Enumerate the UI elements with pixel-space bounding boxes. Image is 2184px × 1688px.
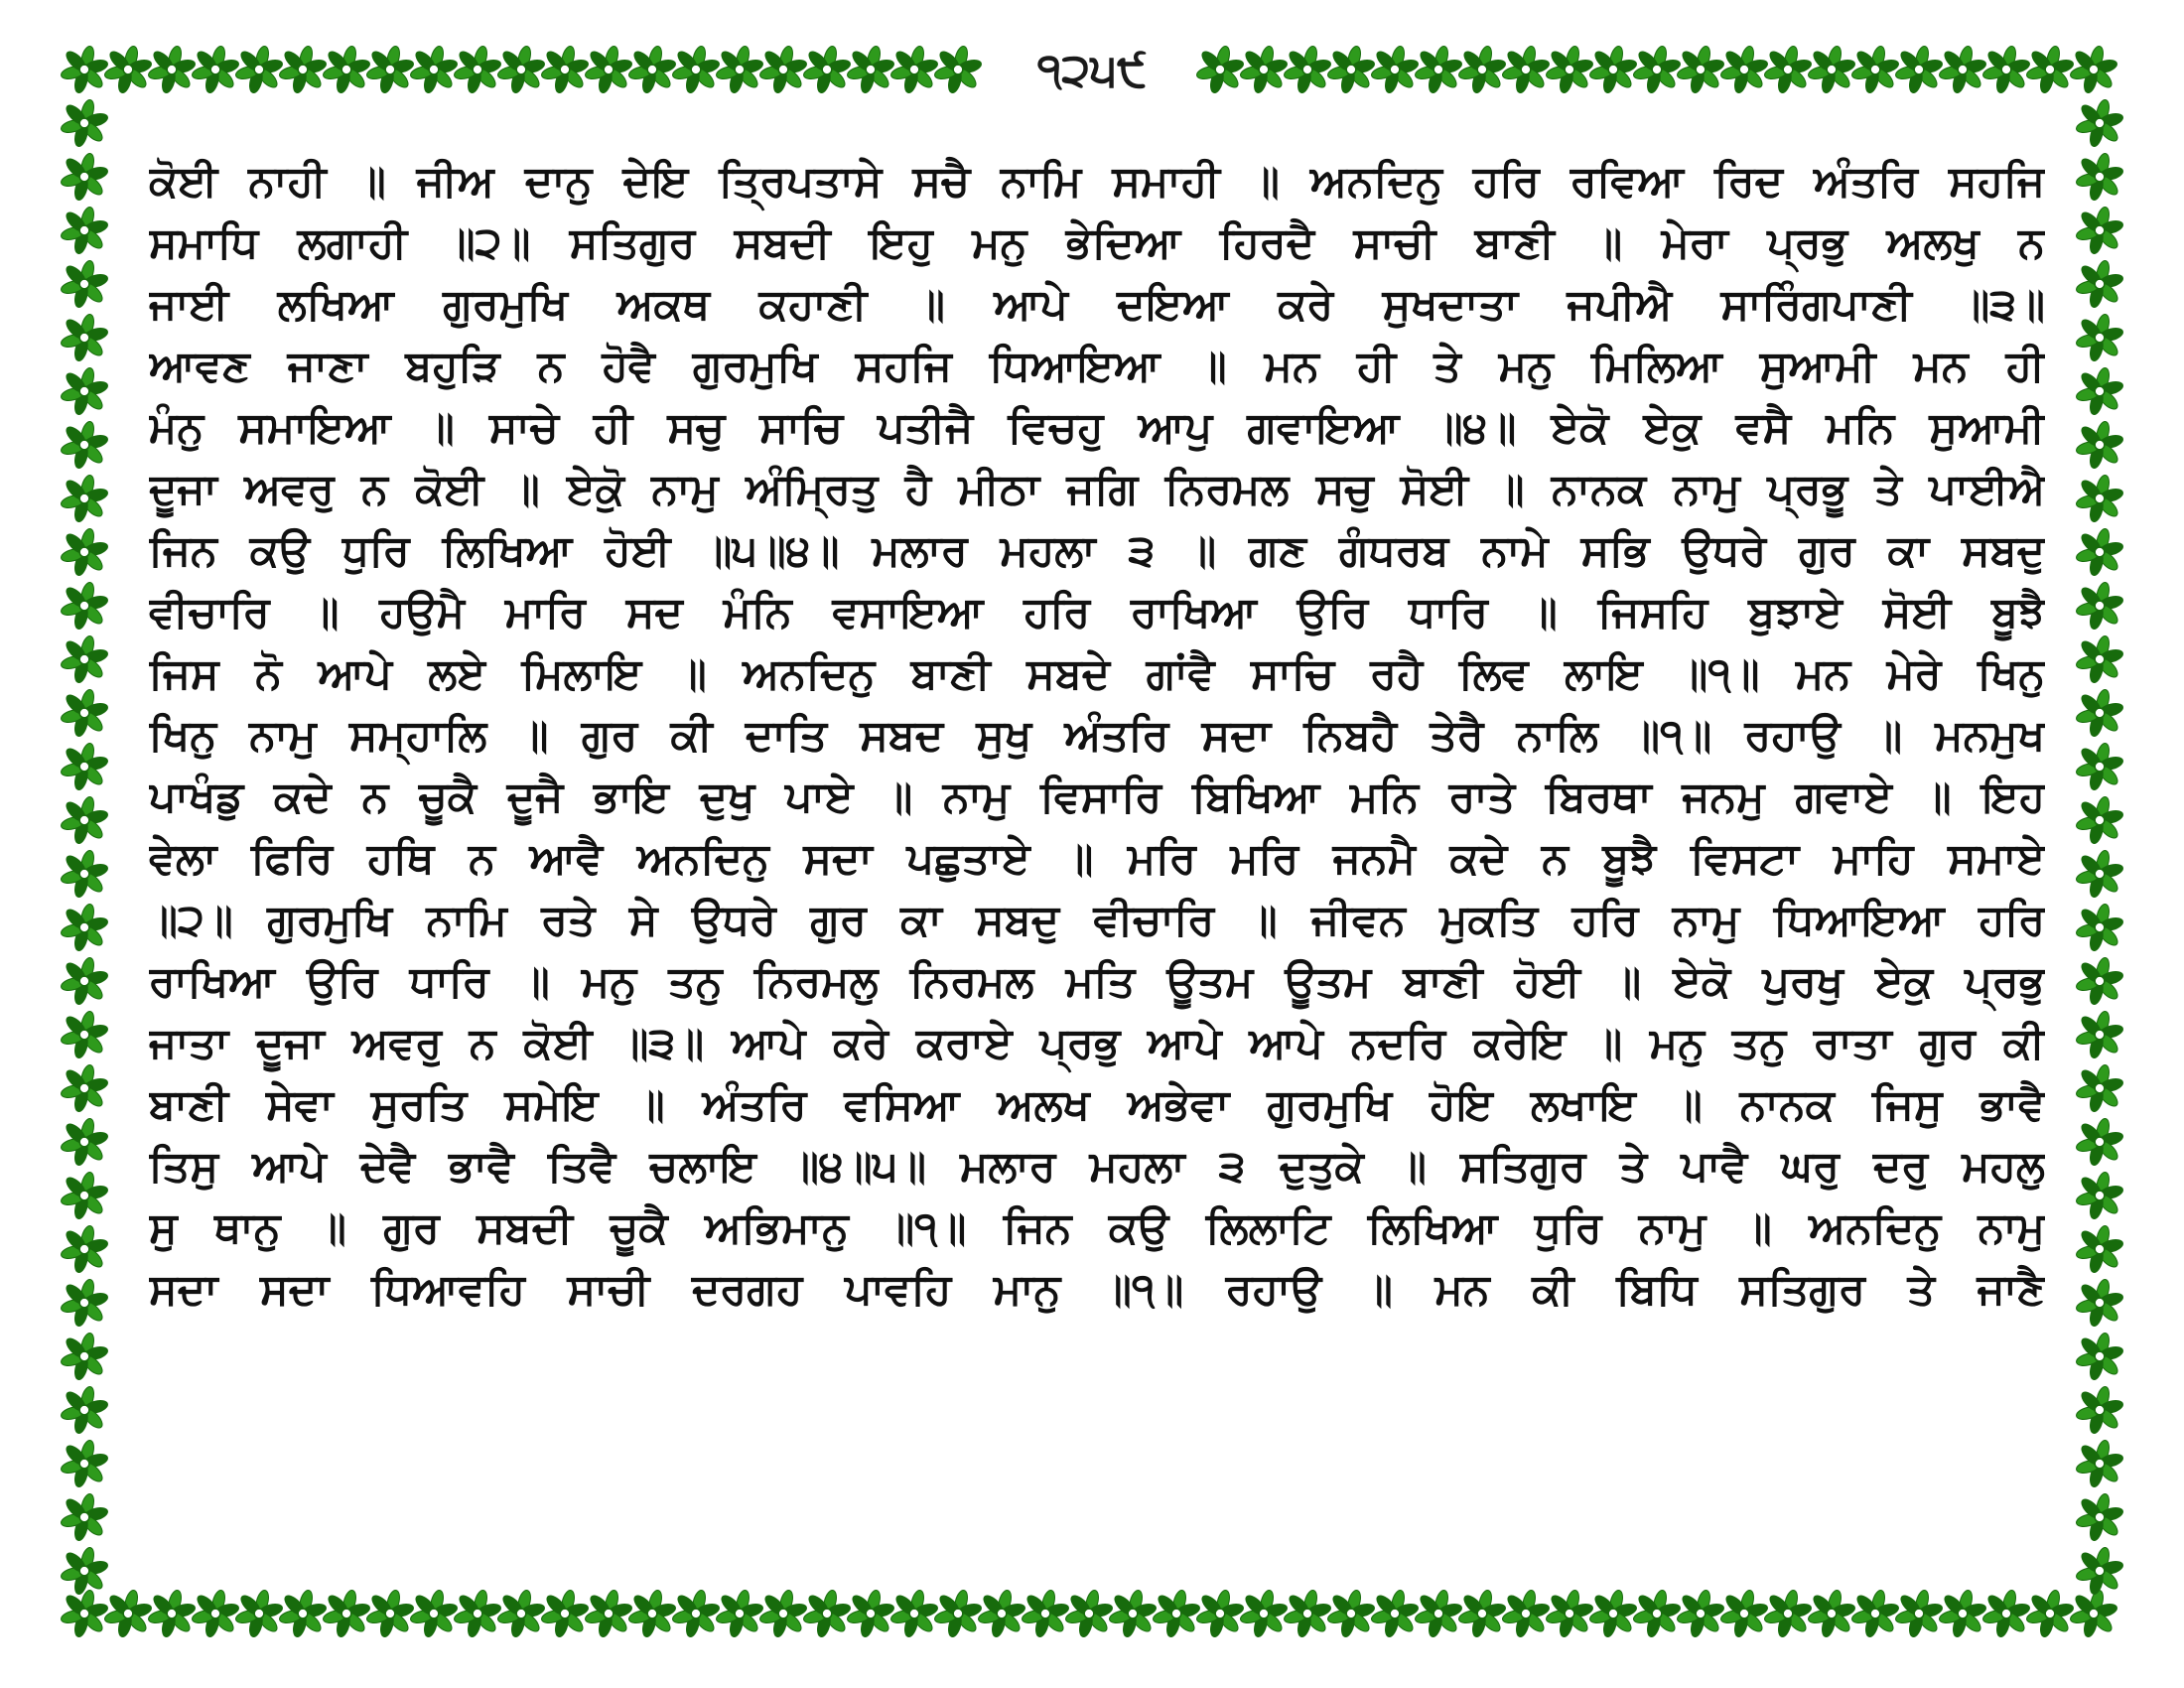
flower-icon [715,1589,764,1638]
flower-icon [453,45,502,94]
flower-icon [278,1589,328,1638]
flower-icon [2075,1546,2124,1596]
flower-icon [60,956,109,1006]
flower-icon [234,45,284,94]
flower-icon [2075,903,2124,952]
flower-icon [2075,259,2124,309]
flower-icon [60,1224,109,1274]
flower-icon [1850,1589,1900,1638]
flower-icon [1676,45,1725,94]
flower-icon [60,1010,109,1059]
flower-icon [758,1589,808,1638]
flower-icon [2069,1589,2118,1638]
flower-icon [2075,849,2124,899]
flower-icon [278,45,328,94]
flower-icon [234,1589,284,1638]
flower-icon [1501,1589,1551,1638]
flower-icon [1152,1589,1201,1638]
flower-icon [60,152,109,202]
flower-icon [60,742,109,791]
flower-icon [802,1589,852,1638]
flower-icon [2075,313,2124,362]
flower-icon [1414,1589,1463,1638]
text-line: ਵੀਚਾਰਿ ॥ ਹਉਮੈ ਮਾਰਿ ਸਦ ਮੰਨਿ ਵਸਾਇਆ ਹਰਿ ਰਾਖਿਆ ਉਰਿ ਧਾਰਿ ॥ ਜਿਸਹਿ ਬੁਝਾਏ ਸੋਈ ਬੂਝੈ [149,588,2045,637]
flower-icon [2025,1589,2075,1638]
flower-icon [1195,45,1245,94]
flower-icon [2069,45,2118,94]
flower-icon [60,527,109,577]
flower-icon [60,1278,109,1328]
flower-icon [60,1492,109,1542]
flower-icon [584,45,633,94]
flower-icon [1064,1589,1114,1638]
text-line: ਆਵਣ ਜਾਣਾ ਬਹੁੜਿ ਨ ਹੋਵੈ ਗੁਰਮੁਖਿ ਸਹਜਿ ਧਿਆਇਆ ॥ ਮਨ ਹੀ ਤੇ ਮਨੁ ਮਿਲਿਆ ਸੁਆਮੀ ਮਨ ਹੀ [149,342,2045,391]
text-line: ਕੋਈ ਨਾਹੀ ॥ ਜੀਅ ਦਾਨੁ ਦੇਇ ਤ੍ਰਿਪਤਾਸੇ ਸਚੈ ਨਾਮਿ ਸਮਾਹੀ ॥ ਅਨਦਿਨੁ ਹਰਿ ਰਵਿਆ ਰਿਦ ਅੰਤਰਿ ਸਹਜਿ [149,157,2045,207]
flower-icon [1850,45,1900,94]
text-line: ਮੰਨੁ ਸਮਾਇਆ ॥ ਸਾਚੇ ਹੀ ਸਚੁ ਸਾਚਿ ਪਤੀਜੈ ਵਿਚਹੁ ਆਪੁ ਗਵਾਇਆ ॥੪॥ ਏਕੋ ਏਕੁ ਵਸੈ ਮਨਿ ਸੁਆਮੀ [149,403,2045,453]
flower-icon [1414,45,1463,94]
flower-icon [1632,45,1682,94]
flower-icon [1938,45,1987,94]
flower-icon [60,795,109,845]
flower-icon [2075,1063,2124,1113]
flower-icon [1326,1589,1376,1638]
flower-icon [1719,45,1769,94]
flower-icon [1370,1589,1420,1638]
flower-icon [2075,474,2124,523]
flower-icon [627,1589,677,1638]
flower-icon [889,1589,939,1638]
text-line: ਜਿਸ ਨੋ ਆਪੇ ਲਏ ਮਿਲਾਇ ॥ ਅਨਦਿਨੁ ਬਾਣੀ ਸਬਦੇ ਗਾਂਵੈ ਸਾਚਿ ਰਹੈ ਲਿਵ ਲਾਇ ॥੧॥ ਮਨ ਮੇਰੇ ਖਿਨੁ [149,649,2045,699]
flower-icon [1763,1589,1813,1638]
flower-icon [60,366,109,416]
flower-icon [365,45,415,94]
flower-icon [1894,45,1944,94]
text-line: ਸੁ ਥਾਨੁ ॥ ਗੁਰ ਸਬਦੀ ਚੂਕੈ ਅਭਿਮਾਨੁ ॥੧॥ ਜਿਨ ਕਉ ਲਿਲਾਟਿ ਲਿਖਿਆ ਧੁਰਿ ਨਾਮੁ ॥ ਅਨਦਿਨੁ ਨਾਮੁ [149,1203,2045,1253]
text-line: ਸਦਾ ਸਦਾ ਧਿਆਵਹਿ ਸਾਚੀ ਦਰਗਹ ਪਾਵਹਿ ਮਾਨੁ ॥੧॥ ਰਹਾਉ ॥ ਮਨ ਕੀ ਬਿਧਿ ਸਤਿਗੁਰ ਤੇ ਜਾਣੈ [149,1265,2045,1315]
flower-icon [2075,366,2124,416]
flower-icon [60,206,109,255]
flower-icon [365,1589,415,1638]
flower-icon [2075,206,2124,255]
flower-icon [60,688,109,738]
text-line: ਪਾਖੰਡੁ ਕਦੇ ਨ ਚੂਕੈ ਦੂਜੈ ਭਾਇ ਦੁਖੁ ਪਾਏ ॥ ਨਾਮੁ ਵਿਸਾਰਿ ਬਿਖਿਆ ਮਨਿ ਰਾਤੇ ਬਿਰਥਾ ਜਨਮੁ ਗਵਾਏ ॥ ਇਹ [149,773,2045,822]
flower-icon [1981,45,2031,94]
flower-icon [1239,45,1289,94]
flower-icon [1195,1589,1245,1638]
flower-icon [1501,45,1551,94]
flower-icon [1283,1589,1332,1638]
flower-icon [191,1589,240,1638]
flower-icon [1763,45,1813,94]
flower-icon [60,1385,109,1435]
page-number: ੧੨੫੯ [993,40,1191,99]
flower-icon [2075,795,2124,845]
text-line: ਬਾਣੀ ਸੇਵਾ ਸੁਰਤਿ ਸਮੇਇ ॥ ਅੰਤਰਿ ਵਸਿਆ ਅਲਖ ਅਭੇਵਾ ਗੁਰਮੁਖਿ ਹੋਇ ਲਖਾਇ ॥ ਨਾਨਕ ਜਿਸੁ ਭਾਵੈ [149,1080,2045,1130]
flower-icon [1108,1589,1158,1638]
text-line: ਜਾਤਾ ਦੂਜਾ ਅਵਰੁ ਨ ਕੋਈ ॥੩॥ ਆਪੇ ਕਰੇ ਕਰਾਏ ਪ੍ਰਭੁ ਆਪੇ ਆਪੇ ਨਦਰਿ ਕਰੇਇ ॥ ਮਨੁ ਤਨੁ ਰਾਤਾ ਗੁਰ ਕੀ [149,1019,2045,1068]
flower-icon [2075,688,2124,738]
text-line: ਖਿਨੁ ਨਾਮੁ ਸਮ੍ਹਾਲਿ ॥ ਗੁਰ ਕੀ ਦਾਤਿ ਸਬਦ ਸੁਖੁ ਅੰਤਰਿ ਸਦਾ ਨਿਬਹੈ ਤੇਰੈ ਨਾਲਿ ॥੧॥ ਰਹਾਉ ॥ ਮਨਮੁਖ [149,711,2045,761]
text-line: ਜਿਨ ਕਉ ਧੁਰਿ ਲਿਖਿਆ ਹੋਈ ॥੫॥੪॥ ਮਲਾਰ ਮਹਲਾ ੩ ॥ ਗਣ ਗੰਧਰਬ ਨਾਮੇ ਸਭਿ ਉਧਰੇ ਗੁਰ ਕਾ ਸਬਦੁ [149,526,2045,576]
flower-icon [2075,1171,2124,1220]
flower-icon [60,903,109,952]
flower-icon [1632,1589,1682,1638]
flower-icon [1545,1589,1594,1638]
flower-icon [60,1063,109,1113]
flower-icon [1239,1589,1289,1638]
flower-icon [60,1332,109,1381]
flower-icon [60,259,109,309]
flower-icon [584,1589,633,1638]
flower-icon [2075,152,2124,202]
flower-icon [60,98,109,148]
flower-icon [933,1589,983,1638]
flower-icon [2075,956,2124,1006]
flower-icon [2075,1117,2124,1167]
flower-icon [1807,1589,1856,1638]
flower-icon [103,1589,153,1638]
flower-icon [322,1589,371,1638]
flower-icon [1981,1589,2031,1638]
flower-icon [758,45,808,94]
flower-icon [1457,45,1507,94]
flower-icon [60,313,109,362]
flower-icon [2075,581,2124,631]
flower-icon [2075,420,2124,470]
flower-icon [60,45,109,94]
flower-icon [1326,45,1376,94]
flower-icon [2075,634,2124,684]
flower-icon [540,1589,590,1638]
flower-icon [2075,1010,2124,1059]
flower-icon [671,1589,721,1638]
flower-icon [1588,1589,1638,1638]
flower-icon [889,45,939,94]
flower-icon [60,420,109,470]
flower-icon [60,1439,109,1488]
flower-icon [103,45,153,94]
flower-icon [846,1589,895,1638]
flower-icon [60,1171,109,1220]
flower-icon [846,45,895,94]
flower-icon [409,45,459,94]
flower-icon [1676,1589,1725,1638]
flower-icon [1588,45,1638,94]
flower-icon [147,45,197,94]
text-line: ਵੇਲਾ ਫਿਰਿ ਹਥਿ ਨ ਆਵੈ ਅਨਦਿਨੁ ਸਦਾ ਪਛੁਤਾਏ ॥ ਮਰਿ ਮਰਿ ਜਨਮੈ ਕਦੇ ਨ ਬੂਝੈ ਵਿਸਟਾ ਮਾਹਿ ਸਮਾਏ [149,834,2045,884]
text-line: ਸਮਾਧਿ ਲਗਾਹੀ ॥੨॥ ਸਤਿਗੁਰ ਸਬਦੀ ਇਹੁ ਮਨੁ ਭੇਦਿਆ ਹਿਰਦੈ ਸਾਚੀ ਬਾਣੀ ॥ ਮੇਰਾ ਪ੍ਰਭੁ ਅਲਖੁ ਨ [149,218,2045,268]
text-line: ਰਾਖਿਆ ਉਰਿ ਧਾਰਿ ॥ ਮਨੁ ਤਨੁ ਨਿਰਮਲੁ ਨਿਰਮਲ ਮਤਿ ਊਤਮ ਊਤਮ ਬਾਣੀ ਹੋਈ ॥ ਏਕੋ ਪੁਰਖੁ ਏਕੁ ਪ੍ਰਭੁ [149,957,2045,1007]
flower-icon [60,1546,109,1596]
text-line: ਦੂਜਾ ਅਵਰੁ ਨ ਕੋਈ ॥ ਏਕੋੁ ਨਾਮੁ ਅੰਮ੍ਰਿਤੁ ਹੈ ਮੀਠਾ ਜਗਿ ਨਿਰਮਲ ਸਚੁ ਸੋਈ ॥ ਨਾਨਕ ਨਾਮੁ ਪ੍ਰਭੂ ਤੇ ਪਾਈਐ [149,465,2045,514]
text-line: ਤਿਸੁ ਆਪੇ ਦੇਵੈ ਭਾਵੈ ਤਿਵੈ ਚਲਾਇ ॥੪॥੫॥ ਮਲਾਰ ਮਹਲਾ ੩ ਦੁਤੁਕੇ ॥ ਸਤਿਗੁਰ ਤੇ ਪਾਵੈ ਘਰੁ ਦਰੁ ਮਹਲੁ [149,1142,2045,1192]
flower-icon [60,1117,109,1167]
text-line: ॥੨॥ ਗੁਰਮੁਖਿ ਨਾਮਿ ਰਤੇ ਸੇ ਉਧਰੇ ਗੁਰ ਕਾ ਸਬਦੁ ਵੀਚਾਰਿ ॥ ਜੀਵਨ ਮੁਕਤਿ ਹਰਿ ਨਾਮੁ ਧਿਆਇਆ ਹਰਿ [149,896,2045,945]
flower-icon [2075,1332,2124,1381]
flower-icon [977,1589,1026,1638]
flower-icon [191,45,240,94]
flower-icon [1894,1589,1944,1638]
flower-icon [933,45,983,94]
flower-icon [540,45,590,94]
flower-icon [671,45,721,94]
flower-icon [2075,742,2124,791]
scripture-text [149,151,2045,1321]
flower-icon [1021,1589,1070,1638]
flower-icon [60,1589,109,1638]
flower-icon [496,45,546,94]
flower-icon [1719,1589,1769,1638]
flower-icon [2025,45,2075,94]
flower-icon [2075,98,2124,148]
flower-icon [2075,1278,2124,1328]
flower-icon [1938,1589,1987,1638]
flower-icon [409,1589,459,1638]
flower-icon [627,45,677,94]
flower-icon [802,45,852,94]
flower-icon [496,1589,546,1638]
flower-icon [2075,1224,2124,1274]
flower-icon [2075,1439,2124,1488]
flower-icon [2075,527,2124,577]
flower-icon [1545,45,1594,94]
flower-icon [453,1589,502,1638]
flower-icon [2075,1385,2124,1435]
flower-icon [60,634,109,684]
flower-icon [60,849,109,899]
flower-icon [2075,1492,2124,1542]
flower-icon [147,1589,197,1638]
flower-icon [715,45,764,94]
flower-icon [60,581,109,631]
flower-icon [322,45,371,94]
text-line: ਜਾਈ ਲਖਿਆ ਗੁਰਮੁਖਿ ਅਕਥ ਕਹਾਣੀ ॥ ਆਪੇ ਦਇਆ ਕਰੇ ਸੁਖਦਾਤਾ ਜਪੀਐ ਸਾਰਿੰਗਪਾਣੀ ॥੩॥ [149,280,2045,330]
flower-icon [1807,45,1856,94]
flower-icon [1283,45,1332,94]
flower-icon [1370,45,1420,94]
flower-icon [1457,1589,1507,1638]
flower-icon [60,474,109,523]
